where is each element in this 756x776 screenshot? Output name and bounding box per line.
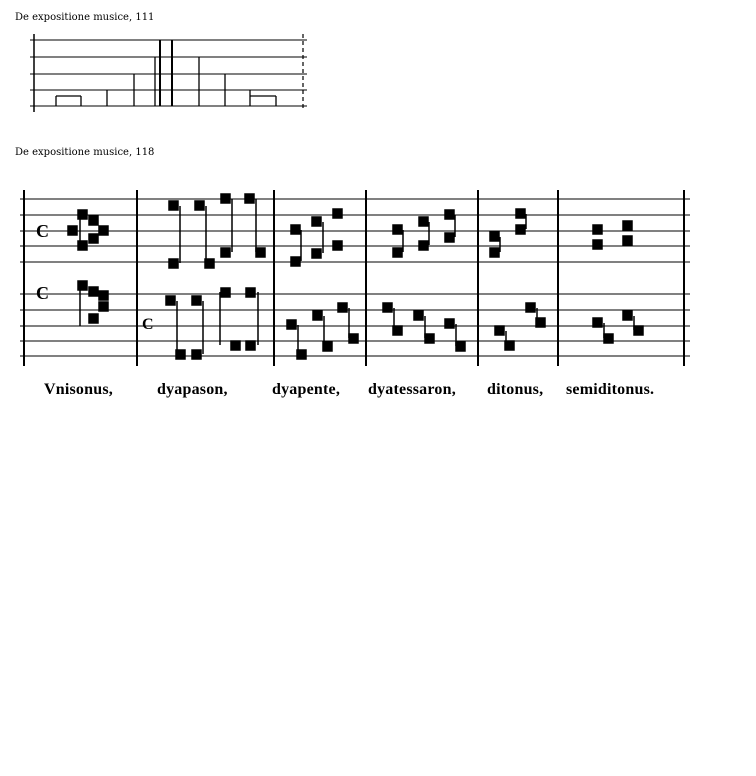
interval-label-ditonus: ditonus, — [487, 381, 544, 398]
note — [89, 314, 98, 323]
note — [393, 248, 402, 257]
note — [495, 326, 504, 335]
note — [287, 320, 296, 329]
lower-inner-c-clef: C — [142, 316, 154, 333]
figure-2-caption: De expositione musice, 118 — [15, 147, 155, 158]
figure-1-steps-left — [56, 57, 155, 106]
note — [312, 249, 321, 258]
note — [246, 288, 255, 297]
note — [623, 221, 632, 230]
figure-1-steps-right — [199, 57, 276, 106]
note — [490, 248, 499, 257]
note — [419, 217, 428, 226]
note — [623, 311, 632, 320]
note — [256, 248, 265, 257]
note — [593, 240, 602, 249]
note — [490, 232, 499, 241]
note — [246, 341, 255, 350]
interval-label-semiditonus: semiditonus. — [566, 381, 655, 398]
note — [78, 210, 87, 219]
note — [192, 350, 201, 359]
note — [393, 225, 402, 234]
figure-1-caption: De expositione musice, 111 — [15, 12, 155, 23]
note — [99, 291, 108, 300]
note — [623, 236, 632, 245]
figure-2-lower-staff — [20, 294, 690, 356]
note — [445, 319, 454, 328]
note — [169, 201, 178, 210]
note — [516, 209, 525, 218]
interval-label-vnisonus: Vnisonus, — [44, 381, 113, 398]
note — [526, 303, 535, 312]
note — [349, 334, 358, 343]
note — [383, 303, 392, 312]
note — [99, 302, 108, 311]
note — [78, 281, 87, 290]
note — [333, 209, 342, 218]
note — [89, 216, 98, 225]
note — [604, 334, 613, 343]
note — [166, 296, 175, 305]
figure-2-upper-staff — [20, 199, 690, 262]
note — [231, 341, 240, 350]
note — [68, 226, 77, 235]
note — [291, 225, 300, 234]
note — [195, 201, 204, 210]
note — [445, 233, 454, 242]
interval-label-dyatessaron: dyatessaron, — [368, 381, 456, 398]
note — [221, 194, 230, 203]
note — [313, 311, 322, 320]
note — [425, 334, 434, 343]
note — [291, 257, 300, 266]
figure-1-diagram — [30, 34, 307, 112]
figure-2-notes — [68, 194, 643, 359]
upper-c-clef: C — [36, 221, 49, 241]
figure-2-notation — [20, 190, 690, 366]
note — [78, 241, 87, 250]
note — [89, 287, 98, 296]
interval-label-dyapason: dyapason, — [157, 381, 228, 398]
note — [414, 311, 423, 320]
note — [221, 288, 230, 297]
note — [419, 241, 428, 250]
note — [89, 234, 98, 243]
note — [99, 226, 108, 235]
note — [245, 194, 254, 203]
note — [169, 259, 178, 268]
lower-c-clef: C — [36, 283, 49, 303]
note — [333, 241, 342, 250]
note — [445, 210, 454, 219]
note — [593, 318, 602, 327]
note — [192, 296, 201, 305]
note — [221, 248, 230, 257]
note — [516, 225, 525, 234]
note — [456, 342, 465, 351]
note — [338, 303, 347, 312]
note — [312, 217, 321, 226]
note — [634, 326, 643, 335]
note — [593, 225, 602, 234]
interval-label-dyapente: dyapente, — [272, 381, 341, 398]
